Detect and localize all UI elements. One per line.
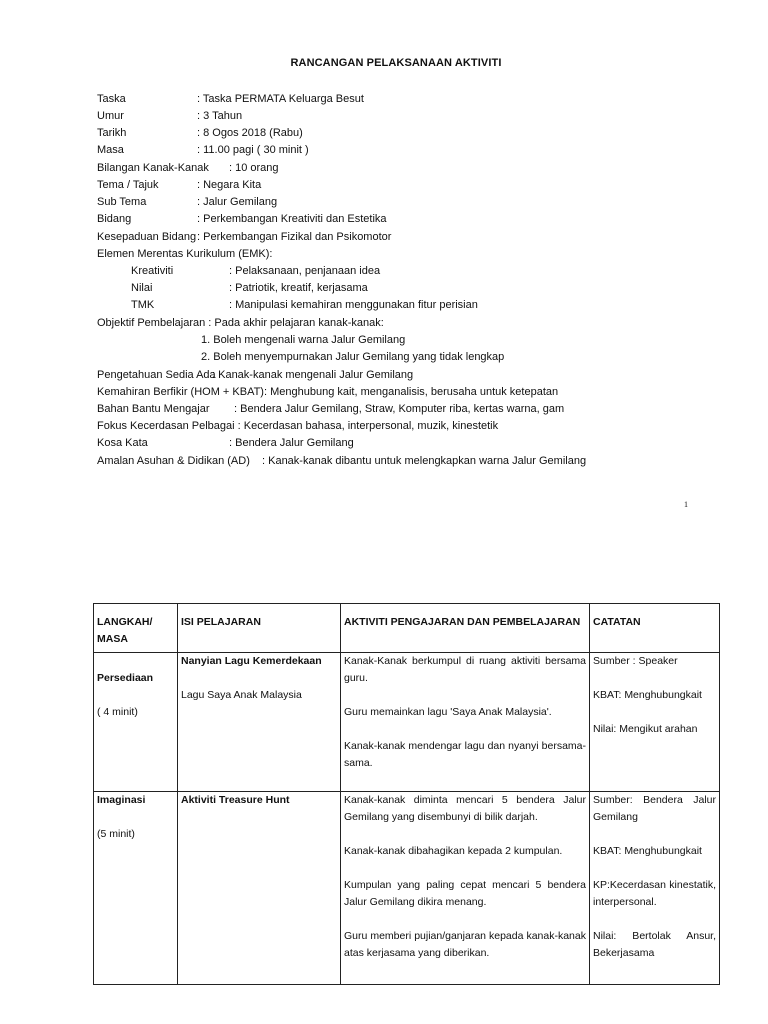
isi-title: Nanyian Lagu Kemerdekaan xyxy=(181,655,322,667)
kosa-value: : Bendera Jalur Gemilang xyxy=(229,437,354,449)
objektif-label: Objektif Pembelajaran : Pada akhir pelajaran kanak-kanak: xyxy=(97,317,384,329)
tmk-label: TMK xyxy=(131,299,155,311)
fokus-kecerdasan: Fokus Kecerdasan Pelbagai : Kecerdasan bahasa, interpersonal, muzik, kinestetik xyxy=(97,420,499,432)
langkah-cell xyxy=(94,653,178,792)
kemahiran-berfikir: Kemahiran Berfikir (HOM + KBAT): Menghubung kait, menganalisis, berusaha untuk ketepatan xyxy=(97,386,559,398)
header-langkah-line2: MASA xyxy=(97,633,128,645)
objektif-item-2: 2. Boleh menyempurnakan Jalur Gemilang yang tidak lengkap xyxy=(201,351,505,363)
bidang-label: Bidang xyxy=(97,213,132,225)
bilangan-value: : 10 orang xyxy=(229,162,279,174)
langkah-masa: (5 minit) xyxy=(97,828,135,840)
aktiviti-item: Kumpulan yang paling cepat mencari 5 bendera Jalur Gemilang dikira menang. xyxy=(344,879,586,908)
aktiviti-cell xyxy=(341,653,590,792)
subtema-value: : Jalur Gemilang xyxy=(197,196,278,208)
langkah-cell xyxy=(94,792,178,985)
bahan-label: Bahan Bantu Mengajar xyxy=(97,403,210,415)
header-isi: ISI PELAJARAN xyxy=(178,604,341,653)
header-catatan: CATATAN xyxy=(590,604,720,653)
pengetahuan-value: : Kanak-kanak mengenali Jalur Gemilang xyxy=(212,369,414,381)
page-number: 1 xyxy=(684,500,688,509)
tarikh-value: : 8 Ogos 2018 (Rabu) xyxy=(197,127,303,139)
taska-value: : Taska PERMATA Keluarga Besut xyxy=(197,93,364,105)
taska-label: Taska xyxy=(97,93,126,105)
amalan-value: : Kanak-kanak dibantu untuk melengkapkan warna Jalur Gemilang xyxy=(262,455,587,467)
bilangan-label: Bilangan Kanak-Kanak xyxy=(97,162,209,174)
aktiviti-item: Kanak-kanak diminta mencari 5 bendera Jalur Gemilang yang disembunyi di bilik darjah. xyxy=(344,794,586,823)
tema-label: Tema / Tajuk xyxy=(97,179,159,191)
catatan-item: Sumber : Speaker xyxy=(593,655,678,667)
isi-cell xyxy=(178,792,341,985)
tema-value: : Negara Kita xyxy=(197,179,262,191)
tmk-value: : Manipulasi kemahiran menggunakan fitur perisian xyxy=(229,299,478,311)
kosa-label: Kosa Kata xyxy=(97,437,148,449)
aktiviti-item: Guru memberi pujian/ganjaran kepada kanak-kanak atas kerjasama yang diberikan. xyxy=(344,930,586,959)
header-langkah-line1: LANGKAH/ xyxy=(97,616,153,628)
table-row xyxy=(94,653,720,792)
aktiviti-item: Kanak-kanak mendengar lagu dan nyanyi bersama-sama. xyxy=(344,740,586,769)
kesepaduan-label: Kesepaduan Bidang xyxy=(97,231,197,243)
bahan-value: : Bendera Jalur Gemilang, Straw, Komputer riba, kertas warna, gam xyxy=(234,403,565,415)
langkah-name: Imaginasi xyxy=(97,794,146,806)
tarikh-label: Tarikh xyxy=(97,127,127,139)
kesepaduan-value: : Perkembangan Fizikal dan Psikomotor xyxy=(197,231,392,243)
kreativiti-label: Kreativiti xyxy=(131,265,174,277)
header-langkah xyxy=(94,604,178,653)
table-row xyxy=(94,792,720,985)
catatan-item: KBAT: Menghubungkait xyxy=(593,689,702,701)
emk-label: Elemen Merentas Kurikulum (EMK): xyxy=(97,248,273,260)
catatan-item: Nilai: Bertolak Ansur, Bekerjasama xyxy=(593,930,716,959)
lesson-plan-table xyxy=(93,603,720,985)
isi-cell xyxy=(178,653,341,792)
nilai-label: Nilai xyxy=(131,282,153,294)
isi-title: Aktiviti Treasure Hunt xyxy=(181,794,290,806)
kreativiti-value: : Pelaksanaan, penjanaan idea xyxy=(229,265,381,277)
catatan-cell xyxy=(590,792,720,985)
aktiviti-item: Guru memainkan lagu 'Saya Anak Malaysia'. xyxy=(344,706,552,718)
aktiviti-cell xyxy=(341,792,590,985)
catatan-cell xyxy=(590,653,720,792)
catatan-item: KBAT: Menghubungkait xyxy=(593,845,702,857)
masa-value: : 11.00 pagi ( 30 minit ) xyxy=(197,144,309,156)
bidang-value: : Perkembangan Kreativiti dan Estetika xyxy=(197,213,387,225)
umur-value: : 3 Tahun xyxy=(197,110,243,122)
document-title: RANCANGAN PELAKSANAAN AKTIVITI xyxy=(290,57,502,69)
umur-label: Umur xyxy=(97,110,124,122)
amalan-label: Amalan Asuhan & Didikan (AD) xyxy=(97,455,250,467)
catatan-item: Nilai: Mengikut arahan xyxy=(593,723,698,735)
table-header-row xyxy=(94,604,720,653)
subtema-label: Sub Tema xyxy=(97,196,147,208)
aktiviti-item: Kanak-Kanak berkumpul di ruang aktiviti bersama guru. xyxy=(344,655,586,684)
masa-label: Masa xyxy=(97,144,124,156)
pengetahuan-label: Pengetahuan Sedia Ada xyxy=(97,369,216,381)
nilai-value: : Patriotik, kreatif, kerjasama xyxy=(229,282,368,294)
objektif-item-1: 1. Boleh mengenali warna Jalur Gemilang xyxy=(201,334,406,346)
langkah-name: Persediaan xyxy=(97,672,154,684)
isi-detail: Lagu Saya Anak Malaysia xyxy=(181,689,302,701)
catatan-item: Sumber: Bendera Jalur Gemilang xyxy=(593,794,716,823)
header-aktiviti: AKTIVITI PENGAJARAN DAN PEMBELAJARAN xyxy=(341,604,590,653)
aktiviti-item: Kanak-kanak dibahagikan kepada 2 kumpulan. xyxy=(344,845,563,857)
catatan-item: KP:Kecerdasan kinestatik, interpersonal. xyxy=(593,879,716,908)
langkah-masa: ( 4 minit) xyxy=(97,706,138,718)
